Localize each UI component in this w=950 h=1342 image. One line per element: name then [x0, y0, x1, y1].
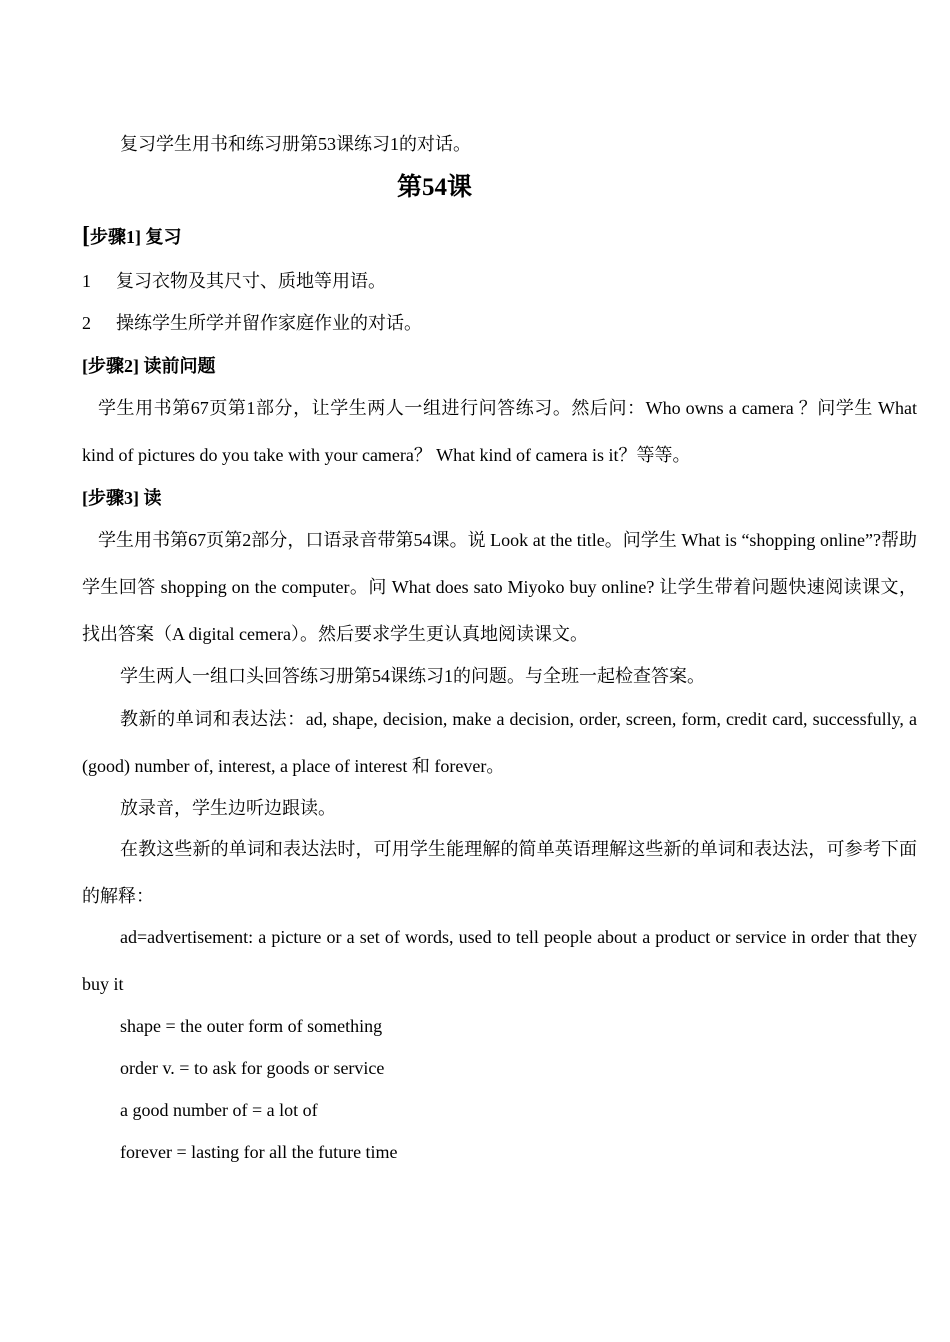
- step1-item-1: [82, 258, 917, 305]
- step3-heading: [步骤3] 读: [82, 488, 162, 508]
- step1-item-2: [82, 300, 917, 347]
- definition-order: order v. = to ask for goods or service: [120, 1058, 385, 1078]
- step3-paragraph-5: 在教这些新的单词和表达法时，可用学生能理解的简单英语理解这些新的单词和表达法，可参考下面的解释：: [82, 839, 917, 906]
- intro-paragraph: 复习学生用书和练习册第53课练习1的对话。: [120, 134, 471, 154]
- definition-shape: shape = the outer form of something: [120, 1016, 383, 1036]
- step1-heading: [82, 221, 182, 252]
- step1-item-1-number: 1: [82, 271, 91, 291]
- step3-paragraph-3: 教新的单词和表达法：ad, shape, decision, make a decision, order, screen, form, credit card, successfully, a (good) number of, interest, a place of interest 和 forever。: [82, 709, 917, 776]
- step1-item-2-text: 操练学生所学并留作家庭作业的对话。: [116, 313, 422, 333]
- step3-paragraph-2: 学生两人一组口头回答练习册第54课练习1的问题。与全班一起检查答案。: [120, 666, 705, 686]
- step1-item-2-number: 2: [82, 313, 91, 333]
- definition-ad: ad=advertisement: a picture or a set of words, used to tell people about a product or service in order that they buy it: [82, 927, 917, 994]
- step2-heading: [步骤2] 读前问题: [82, 356, 216, 376]
- definition-good-number: a good number of = a lot of: [120, 1100, 318, 1120]
- step2-paragraph: 学生用书第67页第1部分，让学生两人一组进行问答练习。然后问：Who owns a camera ？问学生 What kind of pictures do you take with your camera？ What kind of camera is it？等等。: [82, 398, 917, 465]
- definition-forever: forever = lasting for all the future time: [120, 1142, 398, 1162]
- step3-paragraph-1: 学生用书第67页第2部分，口语录音带第54课。说 Look at the title。问学生 What is “shopping online”?帮助学生回答 shopping on the computer。问 What does sato Miyoko buy online? 让学生带着问题快速阅读课文，找出答案（A digital cemera）。然后要求学生更认真地阅读课文。: [82, 530, 917, 644]
- step1-item-1-text: 复习衣物及其尺寸、质地等用语。: [116, 271, 386, 291]
- step1-bracket: [: [82, 223, 90, 249]
- step1-title: 步骤1] 复习: [90, 227, 182, 247]
- step3-paragraph-4: 放录音，学生边听边跟读。: [120, 798, 336, 818]
- lesson-title: 第54课: [396, 174, 472, 201]
